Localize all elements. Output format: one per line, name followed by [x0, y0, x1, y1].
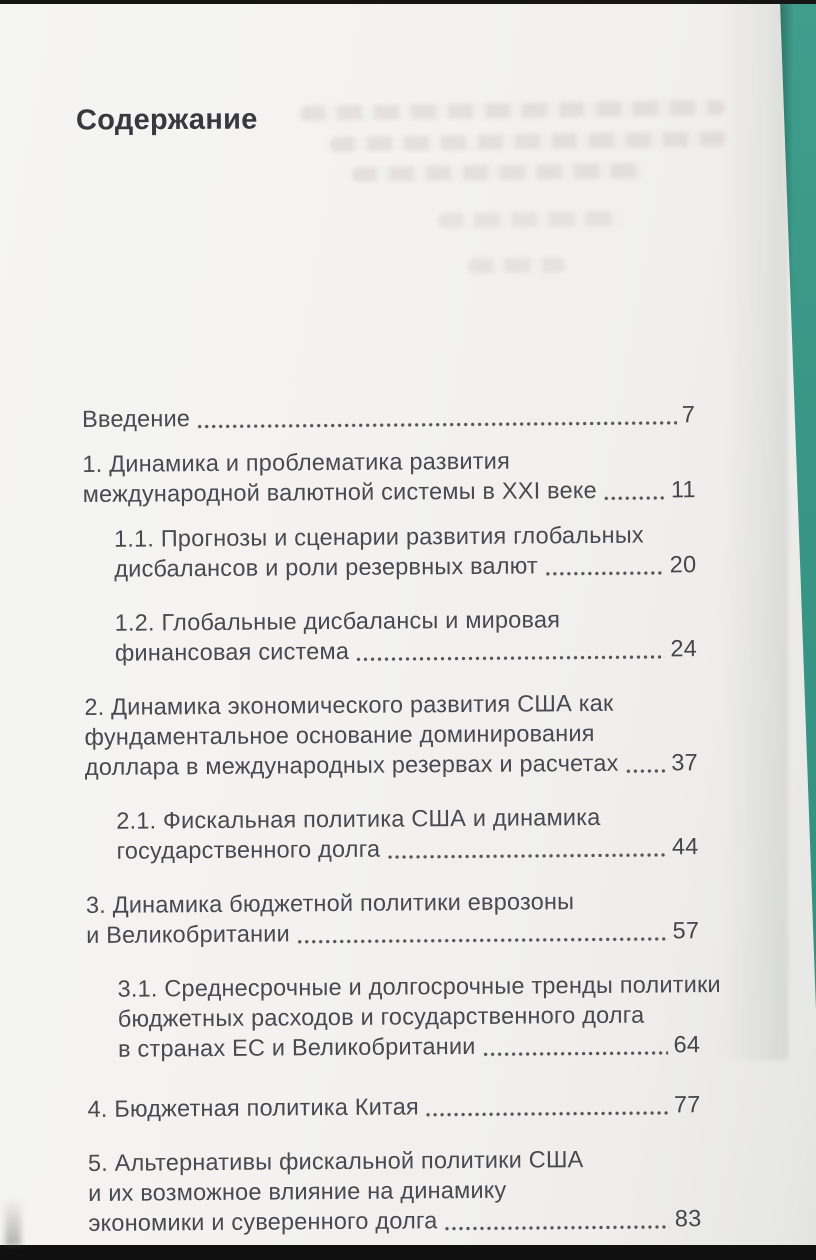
toc-entry-section-2-1	[116, 801, 698, 866]
toc-entry-line	[118, 999, 700, 1034]
dot-leader	[545, 569, 665, 577]
toc-entry-line	[82, 399, 695, 434]
dot-leader	[297, 935, 668, 945]
dot-leader	[626, 767, 667, 774]
toc-line-text: Введение	[82, 405, 191, 432]
dot-leader	[483, 1049, 669, 1057]
toc-line-text: финансовая система	[114, 637, 350, 666]
toc-entry-line	[115, 633, 697, 668]
toc-line-text: 1. Динамика и проблематика развития	[82, 447, 511, 477]
toc-entry-line	[88, 1203, 701, 1238]
toc-line-text: 2. Динамика экономического развития США как	[84, 689, 614, 720]
toc-entry-line	[115, 603, 697, 638]
toc-entry-line	[87, 1089, 700, 1124]
toc-entry-line	[118, 1029, 700, 1064]
toc-entry-chapter-4	[87, 1089, 700, 1124]
page-number: 44	[671, 833, 699, 860]
toc-line-text: 1.1. Прогнозы и сценарии развития глобальных	[113, 521, 644, 552]
toc-line-text: 2.1. Фискальная политика США и динамика	[116, 803, 601, 834]
page-number: 7	[681, 401, 696, 428]
toc-line-text: 3.1. Среднесрочные и долгосрочные тренды политики	[117, 971, 721, 1002]
toc-entry-line	[82, 444, 695, 479]
toc-entry-line	[114, 519, 696, 554]
toc-line-text: фундаментальное основание доминирования	[84, 719, 595, 750]
toc-line-text: бюджетных расходов и государственного долга	[117, 1001, 645, 1032]
toc-entry-line	[88, 1143, 701, 1178]
dot-leader	[197, 419, 677, 430]
toc-line-text: доллара в международных резервах и расчетах	[84, 749, 619, 780]
toc-line-text: международной валютной системы в XXI веке	[82, 476, 597, 507]
toc-entry-line	[86, 915, 699, 950]
dot-leader	[356, 653, 665, 662]
bleedthrough-ghost-text	[300, 100, 725, 121]
page-number: 64	[673, 1031, 701, 1058]
toc-entry-line	[86, 885, 699, 920]
toc-line-text: 5. Альтернативы фискальной политики США	[87, 1146, 584, 1176]
toc-entry-chapter-3	[86, 885, 699, 950]
toc-entry-line	[114, 549, 696, 584]
bleedthrough-ghost-text	[438, 211, 622, 229]
toc-entry-line	[83, 474, 696, 509]
page-number: 57	[672, 917, 700, 944]
toc-line-text: и Великобритании	[86, 920, 291, 948]
bleedthrough-ghost-text	[352, 163, 644, 182]
toc-entry-chapter-1	[82, 444, 695, 509]
contents-title: Содержание	[75, 103, 258, 137]
page-number: 24	[670, 635, 698, 662]
toc-entry-line	[84, 687, 697, 722]
photo-top-edge	[0, 0, 816, 4]
bleedthrough-ghost-text	[468, 257, 565, 273]
photo-corner-smudge	[5, 1198, 21, 1246]
dot-leader	[604, 494, 666, 501]
toc-entry-chapter-2	[84, 687, 698, 782]
dot-leader	[445, 1223, 670, 1232]
page-number: 11	[670, 476, 696, 503]
table-of-contents	[82, 399, 721, 1260]
dot-leader	[426, 1109, 669, 1118]
toc-entry-section-1-1	[114, 519, 696, 584]
toc-line-text: 1.2. Глобальные дисбалансы и мировая	[114, 606, 561, 636]
toc-entry-chapter-5	[88, 1143, 702, 1238]
toc-entry-line	[84, 717, 697, 752]
toc-line-text: дисбалансов и роли резервных валют	[114, 552, 539, 582]
bleedthrough-ghost-text	[330, 131, 728, 152]
toc-line-text: государственного долга	[116, 835, 381, 864]
toc-entry-line	[85, 747, 698, 782]
page-curl-shading	[724, 0, 788, 1060]
toc-line-text: 3. Динамика бюджетной политики еврозоны	[85, 888, 575, 918]
toc-line-text: 4. Бюджетная политика Китая	[87, 1093, 419, 1122]
toc-entry-introduction	[82, 399, 695, 434]
page-number: 77	[673, 1091, 701, 1118]
toc-line-text: в странах ЕС и Великобритании	[117, 1032, 476, 1062]
toc-entry-section-1-2	[115, 603, 697, 668]
page-number: 83	[674, 1205, 702, 1232]
toc-entry-line	[117, 969, 721, 1004]
toc-entry-line	[116, 801, 698, 836]
dot-leader	[387, 851, 667, 860]
toc-entry-line	[116, 831, 698, 866]
page-number: 20	[669, 551, 697, 578]
toc-entry-line	[88, 1173, 701, 1208]
toc-entry-section-3-1	[117, 969, 721, 1064]
toc-line-text: экономики и суверенного долга	[88, 1207, 438, 1236]
toc-line-text: и их возможное влияние на динамику	[88, 1176, 507, 1206]
page-number: 37	[671, 749, 698, 776]
